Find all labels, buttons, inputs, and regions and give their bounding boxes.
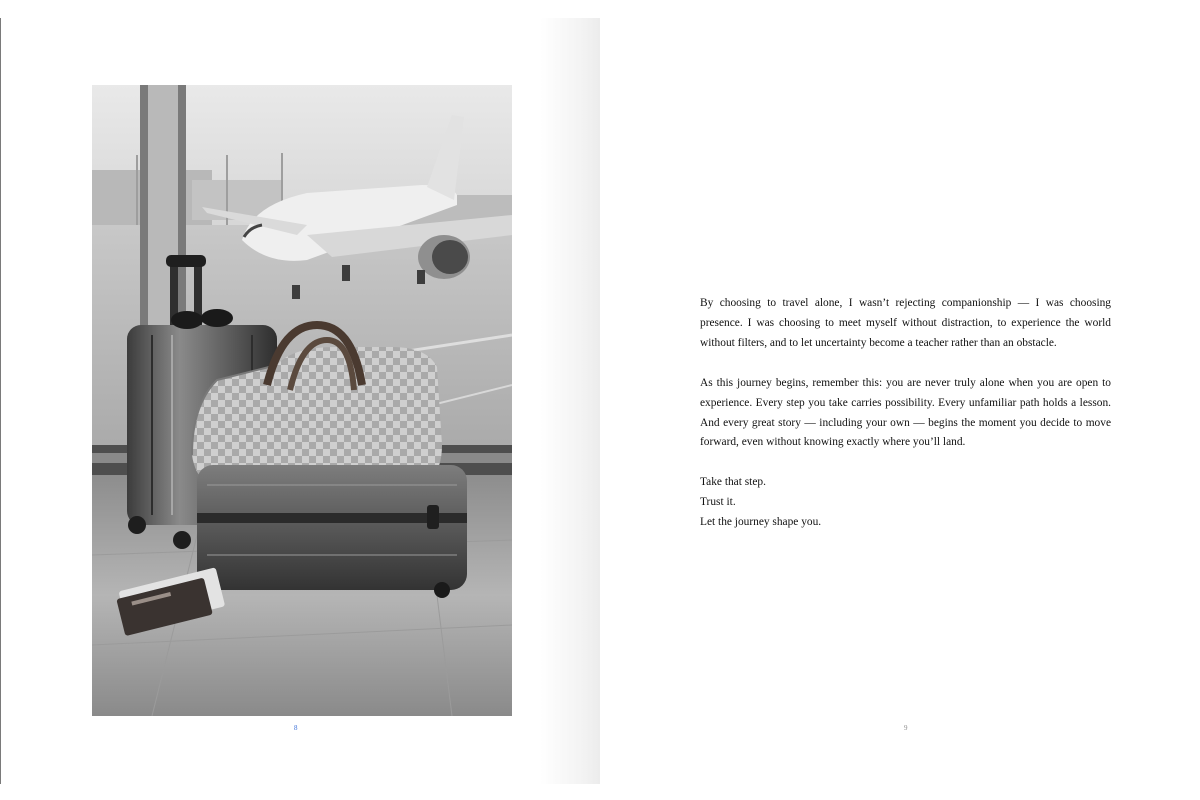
page-number-left: 8 [294, 724, 298, 732]
closing-line-2: Trust it. [700, 496, 736, 509]
closing-line-1: Take that step. [700, 476, 766, 489]
left-page [0, 18, 600, 784]
airport-luggage-photo [92, 85, 512, 716]
page-number-right: 9 [904, 724, 908, 732]
closing-lines [700, 473, 1111, 533]
right-page [600, 18, 1200, 784]
closing-line-3: Let the journey shape you. [700, 516, 822, 529]
paragraph-2: As this journey begins, remember this: you are never truly alone when you are open to experience. Every step you take carries possibility. Every unfamiliar path holds a lesson. And every great story — including your own — begins the moment you decide to move forward, even without knowing exactly where you’ll land. [700, 376, 1111, 449]
paragraph-1: By choosing to travel alone, I wasn’t rejecting companionship — I was choosing presence. I was choosing to meet myself without distraction, to experience the world without filters, and to let uncertainty become a teacher rather than an obstacle. [700, 297, 1111, 349]
body-text [700, 294, 1111, 533]
